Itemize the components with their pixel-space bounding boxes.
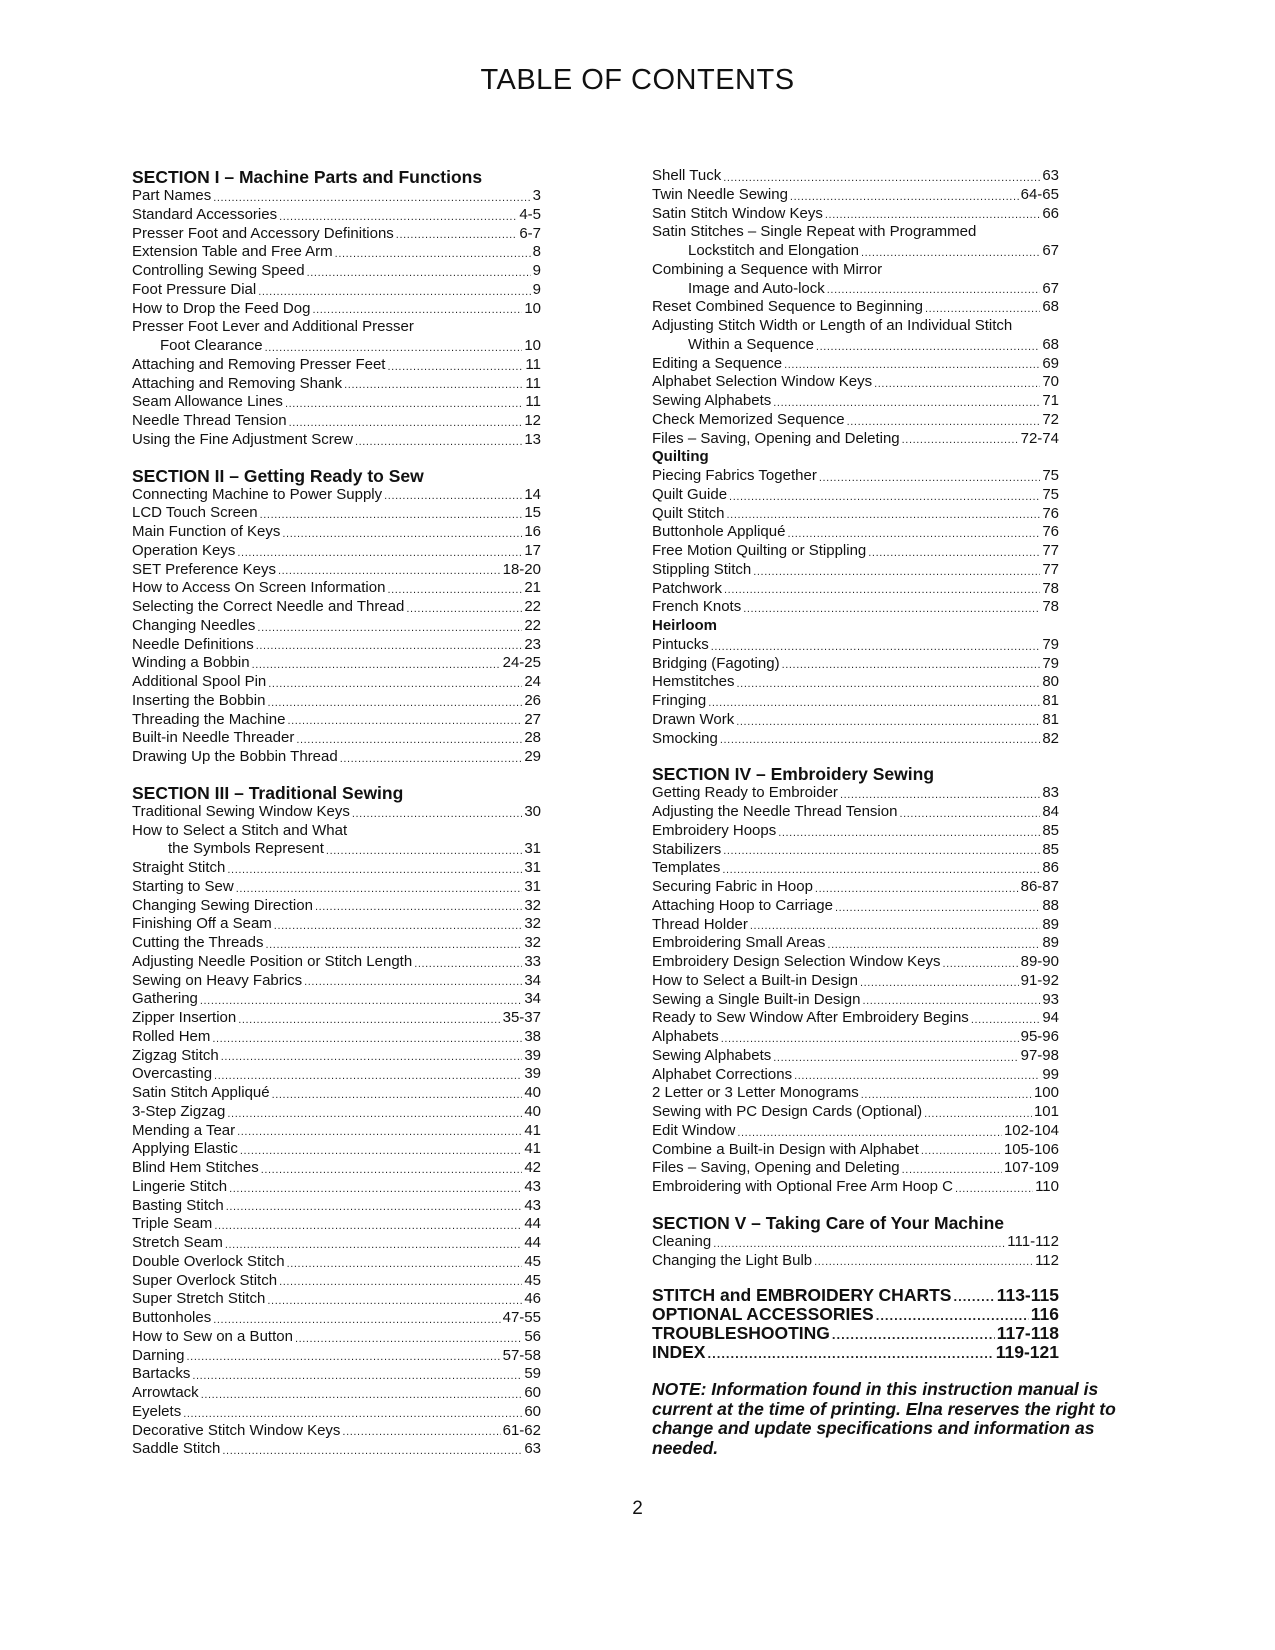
toc-entry[interactable]: Using the Fine Adjustment Screw ..... 13 (132, 431, 541, 450)
toc-entry[interactable]: Foot Clearance ..... 10 (132, 337, 541, 356)
toc-entry[interactable]: Winding a Bobbin ..... 24-25 (132, 654, 541, 673)
toc-entry[interactable]: Cleaning ..... 111-112 (652, 1233, 1059, 1252)
toc-entry[interactable]: Sewing with PC Design Cards (Optional) ..... 101 (652, 1103, 1059, 1122)
toc-entry-line: How to Select a Stitch and What (132, 821, 348, 839)
toc-entry[interactable]: Zigzag Stitch ..... 39 (132, 1047, 541, 1066)
toc-entry[interactable]: Arrowtack ..... 60 (132, 1384, 541, 1403)
toc-entry[interactable]: Patchwork ..... 78 (652, 580, 1059, 599)
toc-entry[interactable]: Buttonhole Appliqué ..... 76 (652, 523, 1059, 542)
toc-entry[interactable]: Within a Sequence ..... 68 (652, 336, 1059, 355)
toc-entry[interactable]: Fringing ..... 81 (652, 692, 1059, 711)
toc-entry[interactable]: Blind Hem Stitches ..... 42 (132, 1159, 541, 1178)
toc-entry[interactable]: Files – Saving, Opening and Deleting ..... 107-109 (652, 1159, 1059, 1178)
toc-entry[interactable]: Needle Thread Tension ..... 12 (132, 412, 541, 431)
toc-entry[interactable]: Pintucks ..... 79 (652, 636, 1059, 655)
toc-entry-line: Adjusting Stitch Width or Length of an Individual Stitch (652, 317, 1013, 334)
page-number: 2 (632, 1498, 643, 1519)
toc-entry[interactable]: Gathering ..... 34 (132, 990, 541, 1009)
toc-entry[interactable]: SET Preference Keys ..... 18-20 (132, 561, 541, 580)
section-heading: SECTION IV – Embroidery Sewing (652, 764, 935, 785)
toc-right-column (652, 167, 1116, 1458)
toc-entry[interactable]: Inserting the Bobbin ..... 26 (132, 692, 541, 711)
toc-entry[interactable]: Securing Fabric in Hoop ..... 86-87 (652, 878, 1059, 897)
subsection-heading: Heirloom (652, 617, 718, 634)
toc-entry[interactable]: Sewing Alphabets ..... 71 (652, 392, 1059, 411)
toc-entry[interactable]: Adjusting the Needle Thread Tension ..... 84 (652, 803, 1059, 822)
toc-entry[interactable]: Editing a Sequence ..... 69 (652, 355, 1059, 374)
toc-entry[interactable]: Alphabet Selection Window Keys ..... 70 (652, 373, 1059, 392)
toc-entry[interactable]: Lingerie Stitch ..... 43 (132, 1178, 541, 1197)
toc-entry[interactable]: Double Overlock Stitch ..... 45 (132, 1253, 541, 1272)
toc-entry[interactable]: Extension Table and Free Arm ..... 8 (132, 243, 541, 262)
toc-entry[interactable]: Sewing a Single Built-in Design ..... 93 (652, 991, 1059, 1010)
toc-entry[interactable]: Controlling Sewing Speed ..... 9 (132, 262, 541, 281)
toc-entry[interactable]: Applying Elastic ..... 41 (132, 1140, 541, 1159)
toc-entry[interactable]: Presser Foot and Accessory Definitions ..... 6-7 (132, 225, 541, 244)
toc-entry[interactable]: Reset Combined Sequence to Beginning ..... 68 (652, 298, 1059, 317)
toc-entry[interactable]: Combine a Built-in Design with Alphabet ..... 105-106 (652, 1141, 1059, 1160)
toc-major-entry[interactable]: INDEX ..... 119-121 (652, 1343, 1059, 1362)
toc-major-entry[interactable]: TROUBLESHOOTING ..... 117-118 (652, 1324, 1059, 1343)
toc-entry[interactable]: Eyelets ..... 60 (132, 1403, 541, 1422)
toc-entry[interactable]: How to Access On Screen Information ..... 21 (132, 579, 541, 598)
toc-entry[interactable]: Cutting the Threads ..... 32 (132, 934, 541, 953)
toc-entry[interactable]: Stretch Seam ..... 44 (132, 1234, 541, 1253)
toc-entry-line: Combining a Sequence with Mirror (652, 260, 883, 278)
toc-entry-line: Presser Foot Lever and Additional Presser (132, 318, 414, 336)
toc-entry[interactable]: Stippling Stitch ..... 77 (652, 561, 1059, 580)
toc-entry[interactable]: Mending a Tear ..... 41 (132, 1122, 541, 1141)
toc-entry[interactable]: Part Names ..... 3 (132, 187, 541, 206)
toc-entry[interactable]: Basting Stitch ..... 43 (132, 1197, 541, 1216)
toc-entry[interactable]: How to Drop the Feed Dog ..... 10 (132, 300, 541, 319)
toc-major-entry[interactable]: OPTIONAL ACCESSORIES ..... 116 (652, 1305, 1059, 1324)
toc-entry[interactable]: Free Motion Quilting or Stippling ..... 77 (652, 542, 1059, 561)
toc-entry[interactable]: Quilt Stitch ..... 76 (652, 505, 1059, 524)
toc-entry[interactable]: Overcasting ..... 39 (132, 1065, 541, 1084)
toc-entry-line: Satin Stitches – Single Repeat with Programmed (652, 223, 977, 241)
toc-entry[interactable]: LCD Touch Screen ..... 15 (132, 504, 541, 523)
toc-entry[interactable]: Changing Needles ..... 22 (132, 617, 541, 636)
toc-entry[interactable]: Needle Definitions ..... 23 (132, 636, 541, 655)
toc-left-column (132, 167, 541, 1459)
toc-major-entry[interactable]: STITCH and EMBROIDERY CHARTS ..... 113-115 (652, 1286, 1059, 1305)
section-heading: SECTION V – Taking Care of Your Machine (652, 1212, 1005, 1233)
toc-entry[interactable]: Rolled Hem ..... 38 (132, 1028, 541, 1047)
section-heading: SECTION I – Machine Parts and Functions (132, 167, 483, 187)
toc-entry[interactable]: the Symbols Represent ..... 31 (132, 840, 541, 859)
toc-entry[interactable]: Decorative Stitch Window Keys ..... 61-62 (132, 1422, 541, 1441)
toc-entry[interactable]: Drawing Up the Bobbin Thread ..... 29 (132, 748, 541, 767)
toc-entry[interactable]: Twin Needle Sewing ..... 64-65 (652, 186, 1059, 205)
toc-entry[interactable]: Image and Auto-lock ..... 67 (652, 280, 1059, 299)
toc-entry[interactable]: Finishing Off a Seam ..... 32 (132, 915, 541, 934)
toc-entry[interactable]: Foot Pressure Dial ..... 9 (132, 281, 541, 300)
note-text: NOTE: Information found in this instruction manual is current at the time of printing. Elna reserves the right to change and update specifications and information as needed. (652, 1379, 1116, 1458)
toc-entry[interactable]: Selecting the Correct Needle and Thread ..... 22 (132, 598, 541, 617)
toc-entry[interactable]: Traditional Sewing Window Keys ..... 30 (132, 803, 541, 822)
toc-entry[interactable]: Changing the Light Bulb ..... 112 (652, 1252, 1059, 1271)
toc-entry[interactable]: Templates ..... 86 (652, 859, 1059, 878)
toc-entry[interactable]: Stabilizers ..... 85 (652, 841, 1059, 860)
toc-entry[interactable]: Check Memorized Sequence ..... 72 (652, 411, 1059, 430)
toc-entry[interactable]: Attaching and Removing Shank ..... 11 (132, 375, 541, 394)
toc-entry[interactable]: Embroidering with Optional Free Arm Hoop C ..... 110 (652, 1178, 1059, 1197)
toc-entry[interactable]: Darning ..... 57-58 (132, 1347, 541, 1366)
toc-entry[interactable]: Bridging (Fagoting) ..... 79 (652, 655, 1059, 674)
toc-entry[interactable]: Straight Stitch ..... 31 (132, 859, 541, 878)
toc-entry[interactable]: Ready to Sew Window After Embroidery Begins ..... 94 (652, 1009, 1059, 1028)
toc-entry[interactable]: Additional Spool Pin ..... 24 (132, 673, 541, 692)
toc-entry[interactable]: How to Sew on a Button ..... 56 (132, 1328, 541, 1347)
toc-entry[interactable]: Starting to Sew ..... 31 (132, 878, 541, 897)
toc-entry[interactable]: Smocking ..... 82 (652, 730, 1059, 749)
toc-entry[interactable]: Alphabet Corrections ..... 99 (652, 1066, 1059, 1085)
toc-entry[interactable]: Satin Stitch Appliqué ..... 40 (132, 1084, 541, 1103)
toc-entry[interactable]: Hemstitches ..... 80 (652, 673, 1059, 692)
toc-entry[interactable]: 3-Step Zigzag ..... 40 (132, 1103, 541, 1122)
toc-entry[interactable]: Attaching and Removing Presser Feet ..... 11 (132, 356, 541, 375)
toc-entry[interactable]: Piecing Fabrics Together ..... 75 (652, 467, 1059, 486)
toc-entry[interactable]: Bartacks ..... 59 (132, 1365, 541, 1384)
toc-entry[interactable]: Built-in Needle Threader ..... 28 (132, 729, 541, 748)
toc-entry[interactable]: Saddle Stitch ..... 63 (132, 1440, 541, 1459)
toc-entry[interactable]: Connecting Machine to Power Supply ..... 14 (132, 486, 541, 505)
toc-entry[interactable]: Zipper Insertion ..... 35-37 (132, 1009, 541, 1028)
toc-entry[interactable]: Triple Seam ..... 44 (132, 1215, 541, 1234)
toc-entry[interactable]: Shell Tuck ..... 63 (652, 167, 1059, 186)
toc-entry[interactable]: Adjusting Needle Position or Stitch Length ..... 33 (132, 953, 541, 972)
toc-entry[interactable]: French Knots ..... 78 (652, 598, 1059, 617)
toc-entry[interactable]: Sewing on Heavy Fabrics ..... 34 (132, 972, 541, 991)
toc-entry[interactable]: Files – Saving, Opening and Deleting ..... 72-74 (652, 430, 1059, 449)
toc-entry[interactable]: Embroidery Hoops ..... 85 (652, 822, 1059, 841)
toc-entry[interactable]: How to Select a Built-in Design ..... 91-92 (652, 972, 1059, 991)
toc-entry[interactable]: Alphabets ..... 95-96 (652, 1028, 1059, 1047)
toc-entry[interactable]: Super Stretch Stitch ..... 46 (132, 1290, 541, 1309)
toc-entry[interactable]: Sewing Alphabets ..... 97-98 (652, 1047, 1059, 1066)
toc-entry[interactable]: 2 Letter or 3 Letter Monograms ..... 100 (652, 1084, 1059, 1103)
toc-entry[interactable]: Seam Allowance Lines ..... 11 (132, 393, 541, 412)
subsection-heading: Quilting (652, 448, 709, 466)
toc-entry[interactable]: Attaching Hoop to Carriage ..... 88 (652, 897, 1059, 916)
toc-entry[interactable]: Drawn Work ..... 81 (652, 711, 1059, 730)
page-title: TABLE OF CONTENTS (480, 64, 795, 96)
toc-entry[interactable]: Embroidery Design Selection Window Keys ..... 89-90 (652, 953, 1059, 972)
toc-entry[interactable]: Main Function of Keys ..... 16 (132, 523, 541, 542)
toc-entry[interactable]: Threading the Machine ..... 27 (132, 711, 541, 730)
toc-entry[interactable]: Satin Stitch Window Keys ..... 66 (652, 205, 1059, 224)
section-heading: SECTION II – Getting Ready to Sew (132, 465, 424, 486)
section-heading: SECTION III – Traditional Sewing (132, 782, 404, 803)
toc-entry[interactable]: Thread Holder ..... 89 (652, 916, 1059, 935)
toc-entry[interactable]: Buttonholes ..... 47-55 (132, 1309, 541, 1328)
toc-entry[interactable]: Changing Sewing Direction ..... 32 (132, 897, 541, 916)
toc-entry[interactable]: Super Overlock Stitch ..... 45 (132, 1272, 541, 1291)
toc-entry[interactable]: Lockstitch and Elongation ..... 67 (652, 242, 1059, 261)
toc-entry[interactable]: Standard Accessories ..... 4-5 (132, 206, 541, 225)
toc-entry[interactable]: Quilt Guide ..... 75 (652, 486, 1059, 505)
toc-entry[interactable]: Edit Window ..... 102-104 (652, 1122, 1059, 1141)
toc-entry[interactable]: Getting Ready to Embroider ..... 83 (652, 784, 1059, 803)
toc-entry[interactable]: Embroidering Small Areas ..... 89 (652, 934, 1059, 953)
toc-entry[interactable]: Operation Keys ..... 17 (132, 542, 541, 561)
